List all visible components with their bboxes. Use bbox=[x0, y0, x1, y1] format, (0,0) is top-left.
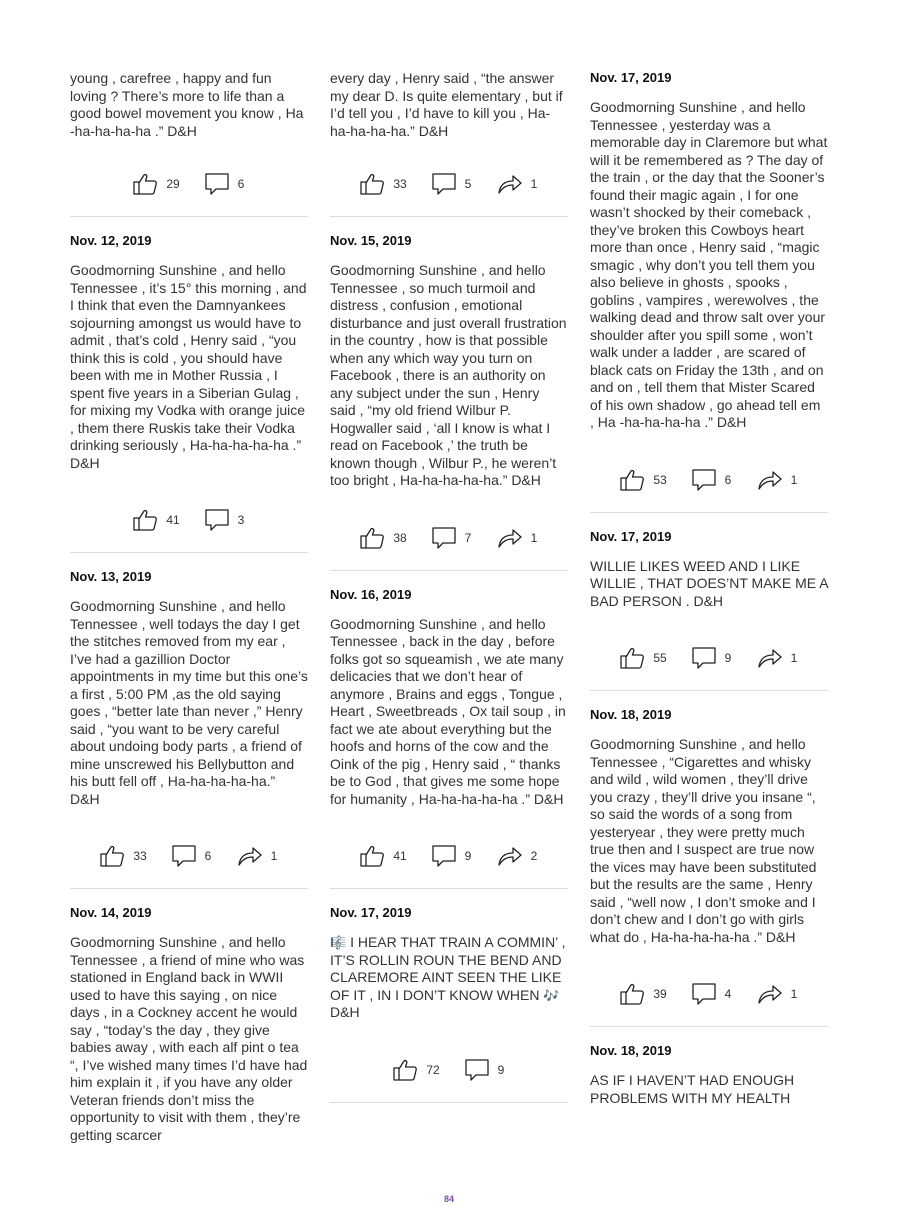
share-count: 1 bbox=[790, 651, 798, 665]
reaction-bar bbox=[330, 838, 568, 874]
comment-icon bbox=[171, 844, 197, 868]
like-count: 55 bbox=[653, 651, 667, 665]
thumbs-up-icon bbox=[619, 646, 645, 670]
like-button[interactable] bbox=[619, 646, 666, 670]
post-text bbox=[330, 934, 568, 1022]
comment-button[interactable] bbox=[204, 172, 246, 196]
share-arrow-icon bbox=[497, 172, 523, 196]
share-button[interactable] bbox=[497, 844, 539, 868]
like-button[interactable] bbox=[359, 526, 406, 550]
comment-icon bbox=[204, 508, 230, 532]
reaction-bar bbox=[330, 520, 568, 556]
post bbox=[330, 233, 568, 571]
divider bbox=[590, 690, 828, 691]
like-count: 39 bbox=[653, 987, 667, 1001]
share-arrow-icon bbox=[237, 844, 263, 868]
reaction-bar bbox=[590, 976, 828, 1012]
comment-count: 4 bbox=[724, 987, 732, 1001]
music-notes-emoji: 🎶 bbox=[543, 987, 560, 1003]
comment-button[interactable] bbox=[691, 646, 733, 670]
post bbox=[330, 587, 568, 890]
like-button[interactable] bbox=[619, 982, 666, 1006]
share-arrow-icon bbox=[757, 982, 783, 1006]
share-count: 1 bbox=[530, 177, 538, 191]
post bbox=[590, 70, 828, 513]
post-date: Nov. 16, 2019 bbox=[330, 586, 412, 602]
post-text: Goodmorning Sunshine , and hello Tennessee , a friend of mine who was stationed in England back in WWII used to have this saying , on nice days , in a Cockney accent he would say , “today’s the day , they give babies away , with each alf pint o tea “, I’ve wished many times I’d have had him explain it , if you have any older Veteran friends don’t miss the opportunity to visit with them , they’re getting scarcer bbox=[70, 934, 308, 1143]
thumbs-up-icon bbox=[359, 844, 385, 868]
share-count: 1 bbox=[790, 987, 798, 1001]
post-text-signature: D&H bbox=[330, 1004, 360, 1020]
post bbox=[590, 707, 828, 1027]
share-count: 1 bbox=[790, 472, 798, 487]
comment-icon bbox=[431, 526, 457, 550]
like-button[interactable] bbox=[619, 468, 666, 492]
comment-count: 6 bbox=[237, 177, 245, 191]
column-1 bbox=[70, 70, 308, 1144]
share-arrow-icon bbox=[757, 646, 783, 670]
thumbs-up-icon bbox=[619, 468, 645, 492]
divider bbox=[70, 216, 308, 217]
like-count: 33 bbox=[133, 849, 147, 863]
divider bbox=[330, 888, 568, 889]
post bbox=[590, 1043, 828, 1107]
share-count: 1 bbox=[270, 849, 278, 863]
reaction-bar bbox=[70, 502, 308, 538]
like-count: 41 bbox=[393, 849, 407, 863]
share-arrow-icon bbox=[497, 526, 523, 550]
like-button[interactable] bbox=[392, 1058, 439, 1082]
like-count: 41 bbox=[166, 513, 180, 527]
post bbox=[330, 905, 568, 1103]
page-number: 84 bbox=[443, 1194, 454, 1204]
comment-count: 3 bbox=[237, 513, 245, 527]
like-count: 29 bbox=[166, 177, 180, 191]
post-date: Nov. 12, 2019 bbox=[70, 233, 152, 248]
share-button[interactable] bbox=[757, 646, 799, 670]
thumbs-up-icon bbox=[619, 982, 645, 1006]
share-count: 1 bbox=[530, 530, 538, 545]
like-button[interactable] bbox=[132, 508, 179, 532]
column-2 bbox=[330, 70, 568, 1119]
post-date: Nov. 13, 2019 bbox=[70, 569, 152, 584]
comment-icon bbox=[691, 646, 717, 670]
comment-count: 5 bbox=[464, 177, 472, 191]
comment-count: 6 bbox=[724, 472, 732, 487]
share-arrow-icon bbox=[757, 468, 783, 492]
post-text: Goodmorning Sunshine , and hello Tennessee , well todays the day I get the stitches removed from my ear , I’ve had a gazillion Doctor appointments in my time but this one’s a first , 5:00 PM ,as the old saying goes , “better late than never ,” Henry said , “you want to be very careful about undoing body parts , a friend of mine unscrewed his Bellybutton and his butt fell off , Ha-ha-ha-ha-ha.” D&H bbox=[70, 598, 308, 807]
post-text-body: I HEAR THAT TRAIN A COMMIN’ , IT’S ROLLIN ROUN THE BEND AND CLAREMORE AINT SEEN THE LIKE OF IT , IN I DON’T KNOW WHEN bbox=[330, 934, 566, 1003]
share-button[interactable] bbox=[757, 468, 799, 492]
comment-icon bbox=[691, 468, 717, 492]
comment-button[interactable] bbox=[464, 1058, 506, 1082]
comment-icon bbox=[431, 172, 457, 196]
post bbox=[590, 529, 828, 692]
music-score-emoji: 🎼 bbox=[330, 935, 347, 950]
like-count: 38 bbox=[393, 530, 407, 545]
post-text: Goodmorning Sunshine , and hello Tennessee , back in the day , before folks got so squeamish , we ate many delicacies that we don’t hear of anymore , Brains and eggs , Tongue , Heart , Sweetbreads , Ox tail soup , in fact we ate about everything but the hoofs and horns of the cow and the Oink of the pig , Henry said , “ thanks be to God , that gives me some hope for humanity , Ha-ha-ha-ha-ha .” D&H bbox=[330, 615, 566, 807]
post-text: Goodmorning Sunshine , and hello Tennessee , so much turmoil and distress , confusion , emotional disturbance and just overall frustration in the country , how is that possible when any which way you turn on Facebook , there is an authority on any subject under the sun , Henry said , “my old friend Wilbur P. Hogwaller said , ‘all I know is what I read on Facebook ,’ the truth be known though , Wilbur P., he weren’t too bright , Ha-ha-ha-ha-ha.” D&H bbox=[330, 262, 567, 488]
divider bbox=[70, 552, 308, 553]
post-text: AS IF I HAVEN’T HAD ENOUGH PROBLEMS WITH MY HEALTH bbox=[590, 1072, 795, 1106]
divider bbox=[590, 512, 828, 513]
thumbs-up-icon bbox=[132, 172, 158, 196]
thumbs-up-icon bbox=[99, 844, 125, 868]
post-date: Nov. 14, 2019 bbox=[70, 905, 152, 920]
post bbox=[70, 905, 308, 1144]
column-3 bbox=[590, 70, 828, 1107]
post-date: Nov. 18, 2019 bbox=[590, 1043, 672, 1058]
comment-icon bbox=[464, 1058, 490, 1082]
post-text: Goodmorning Sunshine , and hello Tennessee , it’s 15° this morning , and I think that even the Damnyankees sojourning amongst us would have to admit , that’s cold , Henry said , “you think this is cold , you should have been with me in Mother Russia , I spent five years in a Siberian Gulag , for mixing my Vodka with orange juice , them there Ruskis take their Vodka drinking seriously , Ha-ha-ha-ha-ha .” D&H bbox=[70, 262, 307, 471]
comment-icon bbox=[204, 172, 230, 196]
like-button[interactable] bbox=[99, 844, 146, 868]
divider bbox=[330, 1102, 568, 1103]
reaction-bar bbox=[70, 838, 308, 874]
comment-button[interactable] bbox=[204, 508, 246, 532]
share-button[interactable] bbox=[497, 526, 539, 550]
post-date: Nov. 17, 2019 bbox=[590, 70, 672, 85]
comment-button[interactable] bbox=[431, 526, 473, 550]
like-button[interactable] bbox=[132, 172, 179, 196]
post-date: Nov. 17, 2019 bbox=[330, 905, 412, 920]
reaction-bar bbox=[590, 640, 828, 676]
post bbox=[70, 569, 308, 889]
comment-button[interactable] bbox=[171, 844, 213, 868]
comment-count: 9 bbox=[724, 651, 732, 665]
post-text: Goodmorning Sunshine , and hello Tennessee , “Cigarettes and whisky and wild , wild women , they’ll drive you crazy , they’ll drive you insane “, so said the words of a song from yesteryear , they were pretty much true then and I suspect are true now the vices may have been substituted but the results are the same , Henry said , “well now , I don’t smoke and I don’t chew and I don’t go with girls what do , Ha-ha-ha-ha-ha .” D&H bbox=[590, 736, 817, 945]
thumbs-up-icon bbox=[359, 172, 385, 196]
post-date: Nov. 17, 2019 bbox=[590, 528, 672, 544]
post-text: Goodmorning Sunshine , and hello Tennessee , yesterday was a memorable day in Claremore but what will it be remembered as ? The day of the train , or the day that the Sooner’s found their magic again , I for one wasn’t shocked by their comeback , they’ve broken this Cowboys heart more than once , Henry said , “magic smagic , why don’t you tell them you also believe in ghosts , spooks , goblins , vampires , werewolves , the walking dead and throw salt over your shoulder after you spill some , won’t walk under a ladder , are scared of black cats on Friday the 13th , and on and on , tell them that Mister Scared of his own shadow , go ahead tell em , Ha -ha-ha-ha-ha .” D&H bbox=[590, 99, 828, 430]
reaction-bar bbox=[330, 166, 568, 202]
like-count: 72 bbox=[426, 1062, 440, 1077]
reaction-bar bbox=[70, 166, 308, 202]
post-continuation bbox=[70, 70, 308, 217]
divider bbox=[590, 1026, 828, 1027]
share-button[interactable] bbox=[237, 844, 279, 868]
share-count: 2 bbox=[530, 849, 538, 863]
like-button[interactable] bbox=[359, 844, 406, 868]
divider bbox=[330, 216, 568, 217]
share-button[interactable] bbox=[757, 982, 799, 1006]
thumbs-up-icon bbox=[392, 1058, 418, 1082]
comment-button[interactable] bbox=[691, 468, 733, 492]
comment-button[interactable] bbox=[691, 982, 733, 1006]
thumbs-up-icon bbox=[359, 526, 385, 550]
like-button[interactable] bbox=[359, 172, 406, 196]
post-text: WILLIE LIKES WEED AND I LIKE WILLIE , THAT DOES’NT MAKE ME A BAD PERSON . D&H bbox=[590, 557, 828, 609]
thumbs-up-icon bbox=[132, 508, 158, 532]
comment-count: 9 bbox=[464, 849, 472, 863]
divider bbox=[70, 888, 308, 889]
comment-count: 7 bbox=[464, 530, 472, 545]
share-button[interactable] bbox=[497, 172, 539, 196]
post-continuation bbox=[330, 70, 568, 217]
post-date: Nov. 18, 2019 bbox=[590, 707, 672, 722]
post-text: young , carefree , happy and fun loving ? There’s more to life than a good bowel movement you know , Ha -ha-ha-ha-ha .” D&H bbox=[70, 70, 304, 139]
post-date: Nov. 15, 2019 bbox=[330, 233, 412, 248]
comment-count: 9 bbox=[497, 1062, 505, 1077]
divider bbox=[330, 570, 568, 571]
comment-button[interactable] bbox=[431, 172, 473, 196]
post-text: every day , Henry said , “the answer my dear D. Is quite elementary , but if I’d tell you , I’d have to kill you , Ha-ha-ha-ha-ha.” D&H bbox=[330, 70, 563, 139]
reaction-bar bbox=[330, 1052, 568, 1088]
comment-icon bbox=[691, 982, 717, 1006]
reaction-bar bbox=[590, 462, 828, 498]
share-arrow-icon bbox=[497, 844, 523, 868]
like-count: 53 bbox=[653, 472, 667, 487]
comment-icon bbox=[431, 844, 457, 868]
like-count: 33 bbox=[393, 177, 407, 191]
comment-count: 6 bbox=[204, 849, 212, 863]
post bbox=[70, 233, 308, 553]
comment-button[interactable] bbox=[431, 844, 473, 868]
